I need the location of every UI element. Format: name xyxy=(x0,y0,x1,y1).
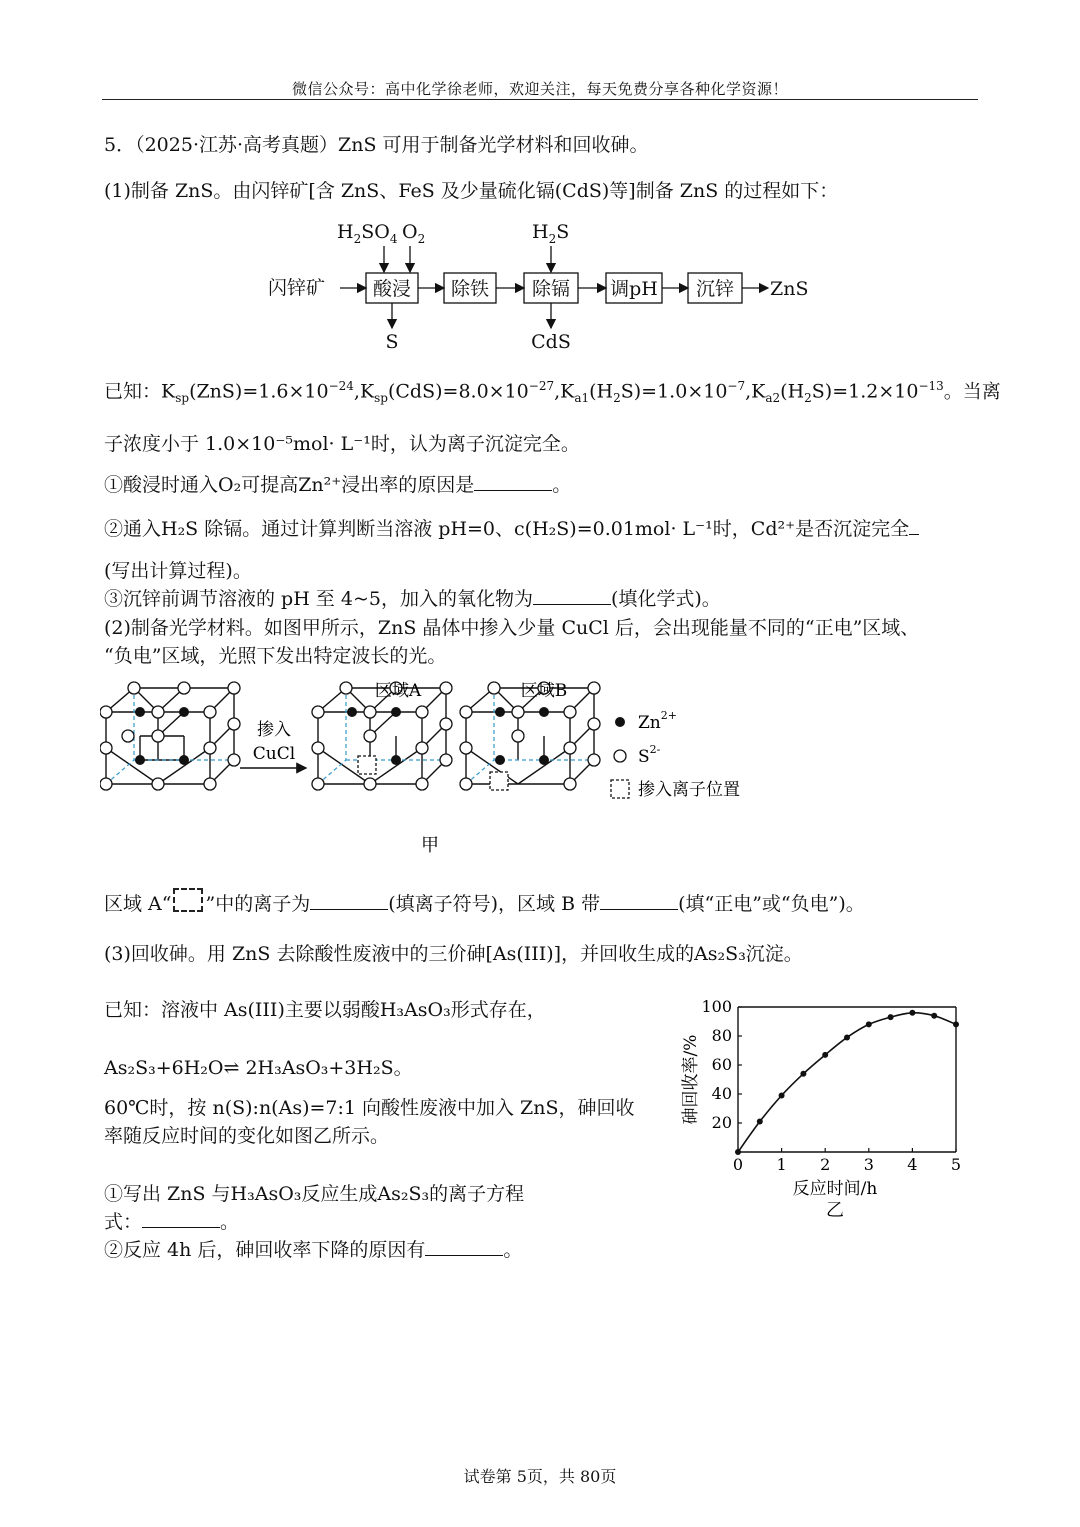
y-tick-label: 80 xyxy=(711,1026,732,1045)
data-point xyxy=(822,1052,828,1058)
reagent-o2: $O_2$ xyxy=(402,221,426,246)
known-constants-line2: 子浓度小于 1.0×10⁻⁵mol· L⁻¹时，认为离子沉淀完全。 xyxy=(104,433,580,455)
arsenic-recovery-chart xyxy=(676,990,976,1220)
answer-blank[interactable] xyxy=(310,891,388,910)
x-tick-label: 4 xyxy=(907,1155,918,1174)
legend-dopant-label: 掺入离子位置 xyxy=(638,780,740,800)
data-point xyxy=(735,1149,741,1155)
part3-intro: (3)回收砷。用 ZnS 去除酸性废液中的三价砷[As(III)]，并回收生成的As₂S₃沉淀。 xyxy=(104,943,803,965)
legend-zn-label: $Zn^{2+}$ xyxy=(638,709,677,733)
question-3-2: ②反应 4h 后，砷回收率下降的原因有 。 xyxy=(104,1239,523,1261)
flow-step-2: 除铁 xyxy=(450,278,490,300)
part2-line2: “负电”区域，光照下发出特定波长的光。 xyxy=(104,645,447,667)
flow-source: 闪锌矿 xyxy=(268,277,326,299)
chart-title: 乙 xyxy=(826,1200,844,1220)
known3-equation: As₂S₃+6H₂O⇌ 2H₃AsO₃+3H₂S。 xyxy=(104,1057,413,1079)
data-point xyxy=(757,1119,763,1125)
y-tick-label: 60 xyxy=(711,1055,732,1074)
legend-s-label: $S^{2-}$ xyxy=(638,743,661,767)
x-tick-label: 1 xyxy=(776,1155,787,1174)
question-3-1a: ①写出 ZnS 与H₃AsO₃反应生成As₂S₃的离子方程 xyxy=(104,1183,525,1205)
page-header: 微信公众号：高中化学徐老师，欢迎关注，每天免费分享各种化学资源！ xyxy=(291,80,788,98)
data-point xyxy=(800,1071,806,1077)
figure-caption-jia: 甲 xyxy=(421,835,439,856)
known3-line4: 率随反应时间的变化如图乙所示。 xyxy=(104,1125,390,1147)
process-flow-diagram xyxy=(260,212,820,360)
data-point xyxy=(779,1092,785,1098)
output-cds: CdS xyxy=(531,331,571,353)
reagent-h2so4: $H_2SO_4$ xyxy=(337,221,398,246)
part2-line1: (2)制备光学材料。如图甲所示，ZnS 晶体中掺入少量 CuCl 后，会出现能量不同的“正电”区域、 xyxy=(104,617,920,639)
header-rule xyxy=(102,99,978,100)
answer-blank[interactable] xyxy=(425,1237,503,1256)
answer-blank[interactable] xyxy=(909,516,919,535)
question-3-1b: 式： 。 xyxy=(104,1211,240,1233)
answer-blank[interactable] xyxy=(600,891,678,910)
x-tick-label: 3 xyxy=(863,1155,874,1174)
flow-step-1: 酸浸 xyxy=(372,278,412,300)
flow-step-4: 调pH xyxy=(610,278,658,300)
known-constants: 已知：$K_{sp}(ZnS)=1.6\times 10^{-24},K_{sp}(CdS)=8.0\times 10^{-27},K_{a1}(H_2S)=1.0\times 10^{-7},K_{a2}(H_2S)=1.2\times 10^{-13}$。当离 xyxy=(104,379,1001,406)
chart-axes xyxy=(738,1007,956,1152)
data-point xyxy=(844,1034,850,1040)
chart-points xyxy=(735,1010,959,1155)
data-point xyxy=(909,1010,915,1016)
known3-line1: 已知：溶液中 As(III)主要以弱酸H₃AsO₃形式存在， xyxy=(104,999,546,1021)
arrow-label-2: CuCl xyxy=(252,744,296,764)
page-footer: 试卷第 5页，共 80页 xyxy=(463,1467,617,1486)
answer-blank[interactable] xyxy=(142,1209,220,1228)
x-tick-label: 0 xyxy=(732,1155,744,1174)
y-tick-label: 20 xyxy=(711,1113,732,1132)
chart-ylabel: 砷回收率/% xyxy=(681,1034,701,1125)
data-point xyxy=(931,1013,937,1019)
region-b-label: 区域B xyxy=(520,681,568,701)
data-point xyxy=(866,1021,872,1027)
dopant-box-icon xyxy=(173,888,203,912)
chart-xlabel: 反应时间/h xyxy=(792,1179,878,1199)
recovery-curve xyxy=(738,1013,956,1152)
question-2: 区域 A“ ”中的离子为 (填离子符号)，区域 B 带 (填“正电”或“负电”)。 xyxy=(104,888,865,918)
data-point xyxy=(953,1021,959,1027)
crystal-figure xyxy=(100,676,780,866)
y-tick-label: 100 xyxy=(701,997,732,1016)
x-tick-label: 2 xyxy=(820,1155,831,1174)
answer-blank[interactable] xyxy=(533,586,611,605)
legend-s-marker xyxy=(614,750,626,762)
legend-dopant-marker xyxy=(611,780,629,798)
question-title: 5．（2025·江苏·高考真题）ZnS 可用于制备光学材料和回收砷。 xyxy=(104,134,649,156)
cube-original xyxy=(100,682,240,790)
data-point xyxy=(888,1014,894,1020)
answer-blank[interactable] xyxy=(474,472,552,491)
flow-step-3: 除镉 xyxy=(531,278,571,300)
question-1-2: ②通入H₂S 除镉。通过计算判断当溶液 pH=0、c(H₂S)=0.01mol· L⁻¹时，Cd²⁺是否沉淀完全 xyxy=(104,515,919,543)
question-1-3: ③沉锌前调节溶液的 pH 至 4~5，加入的氧化物为 (填化学式)。 xyxy=(104,588,721,610)
reagent-h2s: $H_2S$ xyxy=(532,221,570,246)
y-tick-label: 40 xyxy=(711,1084,732,1103)
output-s: S xyxy=(385,331,399,353)
question-1-1: ①酸浸时通入O₂可提高Zn²⁺浸出率的原因是 。 xyxy=(104,474,572,496)
question-1-2-cont: (写出计算过程)。 xyxy=(104,560,252,582)
x-tick-label: 5 xyxy=(950,1155,962,1174)
arrow-label-1: 掺入 xyxy=(257,720,291,740)
flow-product: ZnS xyxy=(770,278,809,300)
known3-line3: 60℃时，按 n(S):n(As)=7:1 向酸性废液中加入 ZnS，砷回收 xyxy=(104,1097,635,1119)
legend-zn-marker xyxy=(615,717,625,727)
flow-step-5: 沉锌 xyxy=(695,278,735,300)
part1-intro: (1)制备 ZnS。由闪锌矿[含 ZnS、FeS 及少量硫化镉(CdS)等]制备 ZnS 的过程如下： xyxy=(104,180,839,202)
region-a-label: 区域A xyxy=(374,681,422,701)
